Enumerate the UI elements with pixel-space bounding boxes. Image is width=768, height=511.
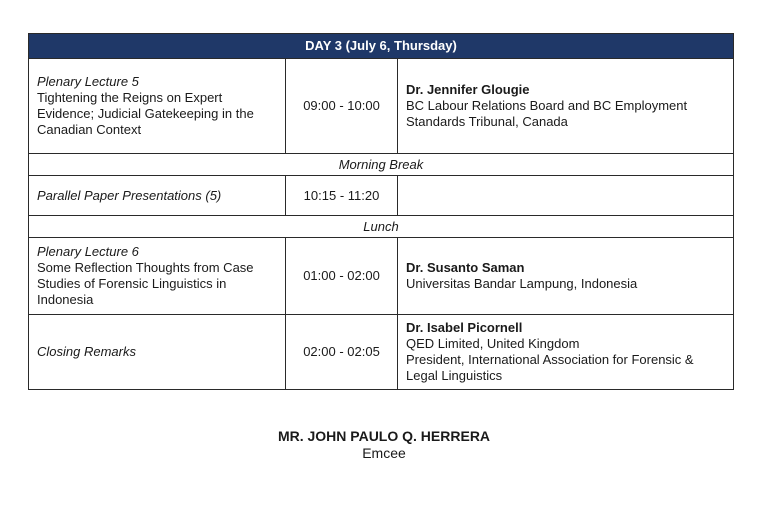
speaker-position: President, International Association for Forensic & Legal Linguistics [406, 352, 694, 383]
time-cell: 09:00 - 10:00 [286, 59, 398, 154]
speaker-name: Dr. Jennifer Glougie [406, 82, 530, 97]
time-cell: 01:00 - 02:00 [286, 238, 398, 315]
speaker-affiliation: QED Limited, United Kingdom [406, 336, 580, 351]
speaker-affiliation: Universitas Bandar Lampung, Indonesia [406, 276, 638, 291]
table-row [29, 238, 734, 315]
time-cell: 02:00 - 02:05 [286, 315, 398, 390]
session-cell [29, 59, 286, 154]
speaker-cell [398, 59, 734, 154]
schedule-table [28, 33, 734, 390]
speaker-cell [398, 315, 734, 390]
break-row [29, 154, 734, 176]
session-type: Closing Remarks [29, 315, 286, 390]
emcee-role: Emcee [362, 445, 406, 461]
table-row [29, 59, 734, 154]
session-title: Some Reflection Thoughts from Case Studies of Forensic Linguistics in Indonesia [37, 260, 254, 307]
speaker-cell [398, 238, 734, 315]
break-label: Morning Break [29, 154, 734, 176]
time-cell: 10:15 - 11:20 [286, 176, 398, 216]
break-label: Lunch [29, 216, 734, 238]
speaker-affiliation: BC Labour Relations Board and BC Employment Standards Tribunal, Canada [406, 98, 688, 129]
speaker-name: Dr. Isabel Picornell [406, 320, 523, 335]
session-type: Parallel Paper Presentations (5) [29, 176, 286, 216]
table-header-row [29, 34, 734, 59]
break-row [29, 216, 734, 238]
emcee-name: MR. JOHN PAULO Q. HERRERA [277, 428, 491, 444]
table-row [29, 176, 734, 216]
session-title: Tightening the Reigns on Expert Evidence; Judicial Gatekeeping in the Canadian Context [37, 90, 254, 137]
session-type: Plenary Lecture 5 [37, 74, 139, 89]
speaker-name: Dr. Susanto Saman [406, 260, 525, 275]
day-header: DAY 3 (July 6, Thursday) [29, 34, 734, 59]
session-cell [29, 238, 286, 315]
speaker-cell [398, 176, 734, 216]
table-row [29, 315, 734, 390]
session-type: Plenary Lecture 6 [37, 244, 139, 259]
